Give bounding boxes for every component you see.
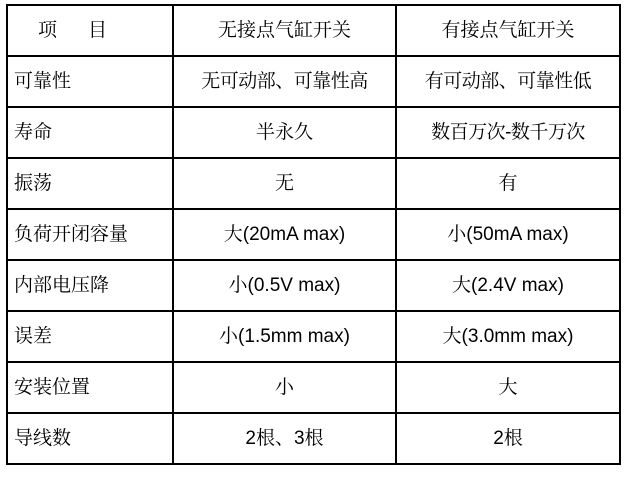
row-value-no-contact: 无 xyxy=(173,158,396,209)
table-row xyxy=(7,362,620,413)
table-row xyxy=(7,107,620,158)
comparison-table xyxy=(6,4,621,465)
row-value-no-contact: 小 xyxy=(173,362,396,413)
row-label: 误差 xyxy=(7,311,173,362)
row-label: 可靠性 xyxy=(7,56,173,107)
row-value-no-contact: 小(0.5V max) xyxy=(173,260,396,311)
row-label: 导线数 xyxy=(7,413,173,464)
table-row xyxy=(7,311,620,362)
row-value-contact: 数百万次-数千万次 xyxy=(396,107,620,158)
table-row xyxy=(7,209,620,260)
table-header-row xyxy=(7,5,620,56)
column-header-contact: 有接点气缸开关 xyxy=(396,5,620,56)
row-value-contact: 2根 xyxy=(396,413,620,464)
row-label: 寿命 xyxy=(7,107,173,158)
row-label: 负荷开闭容量 xyxy=(7,209,173,260)
row-value-contact: 小(50mA max) xyxy=(396,209,620,260)
table-row xyxy=(7,260,620,311)
row-value-contact: 有可动部、可靠性低 xyxy=(396,56,620,107)
row-value-no-contact: 2根、3根 xyxy=(173,413,396,464)
table-row xyxy=(7,56,620,107)
row-value-contact: 大 xyxy=(396,362,620,413)
row-label: 内部电压降 xyxy=(7,260,173,311)
row-value-no-contact: 无可动部、可靠性高 xyxy=(173,56,396,107)
table-row xyxy=(7,413,620,464)
row-value-contact: 大(2.4V max) xyxy=(396,260,620,311)
column-header-no-contact: 无接点气缸开关 xyxy=(173,5,396,56)
row-label: 安装位置 xyxy=(7,362,173,413)
row-value-contact: 有 xyxy=(396,158,620,209)
row-value-no-contact: 半永久 xyxy=(173,107,396,158)
row-value-no-contact: 大(20mA max) xyxy=(173,209,396,260)
column-header-item: 项 目 xyxy=(7,5,173,56)
document-page xyxy=(0,4,631,489)
row-label: 振荡 xyxy=(7,158,173,209)
table-row xyxy=(7,158,620,209)
row-value-contact: 大(3.0mm max) xyxy=(396,311,620,362)
row-value-no-contact: 小(1.5mm max) xyxy=(173,311,396,362)
